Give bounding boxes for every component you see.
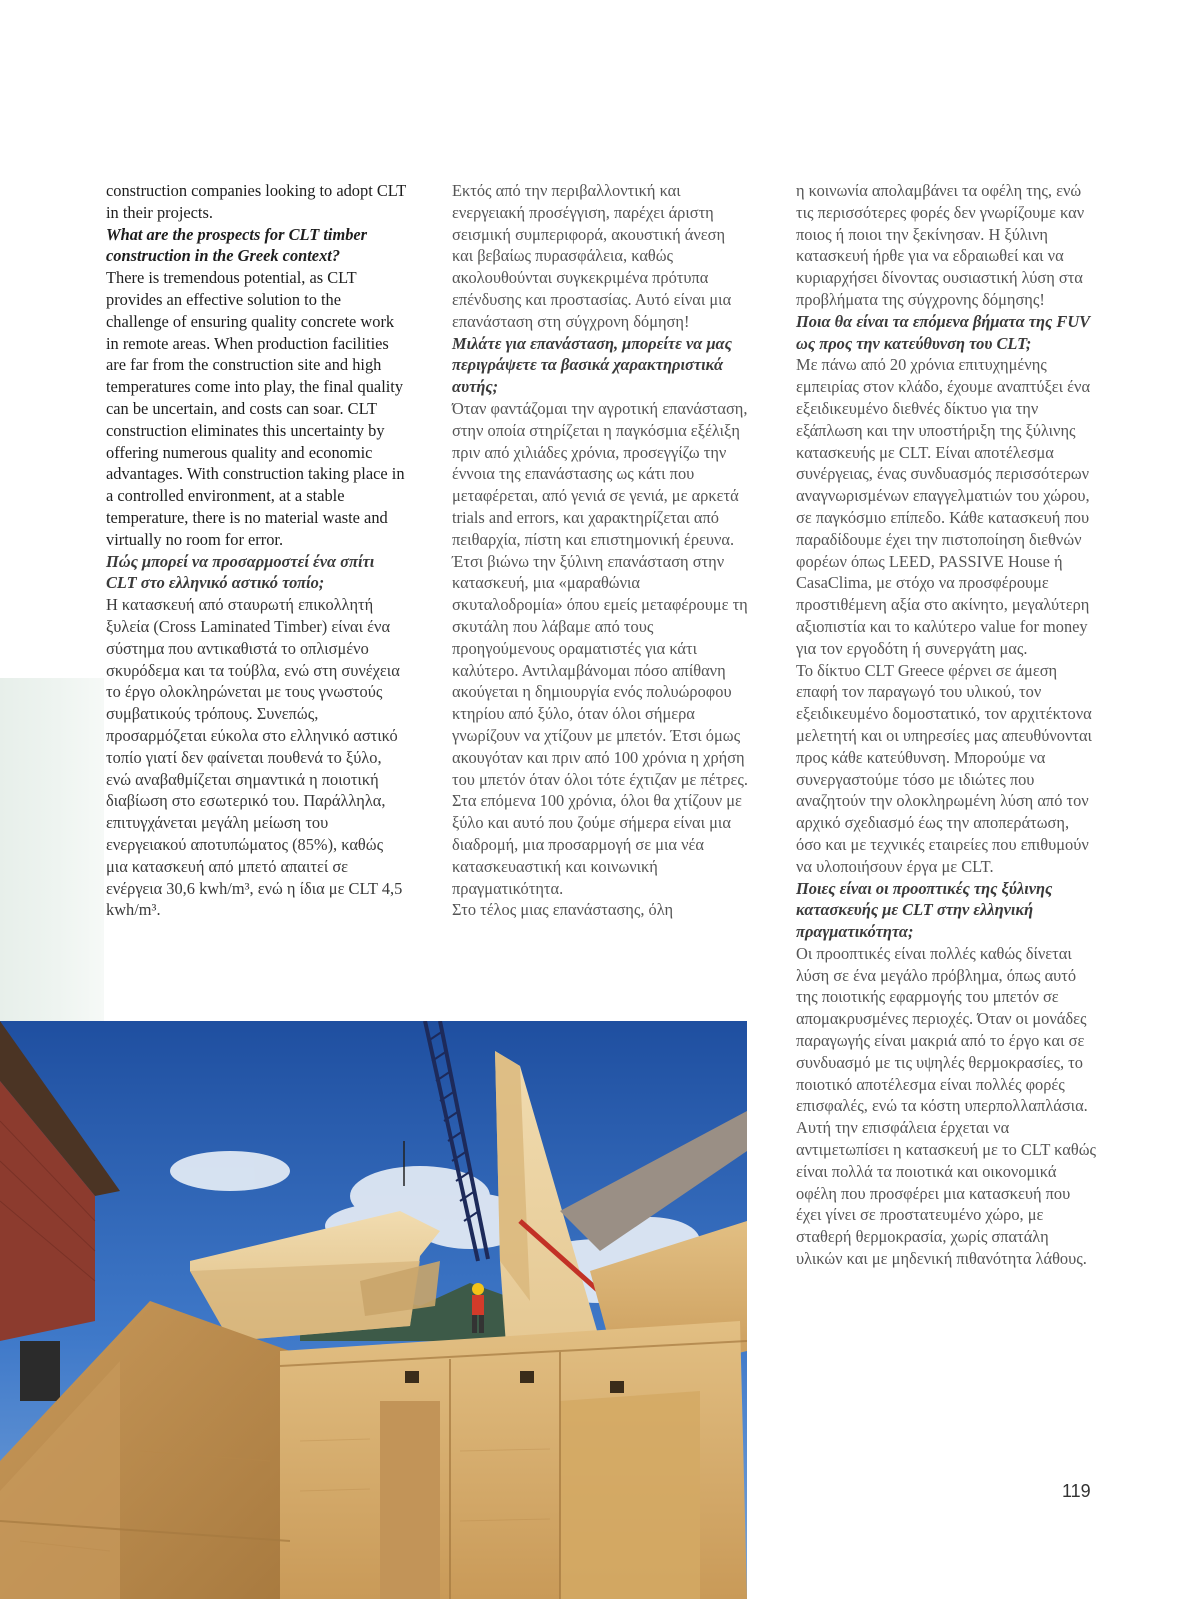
paragraph: Με πάνω από 20 χρόνια επιτυχημένης εμπειρίας στον κλάδο, έχουμε αναπτύξει ένα εξειδικευμένο διεθνές δίκτυο για την εξάπλωση και την υποστήριξη της ξύλινης κατασκευής με CLT. Είναι αποτέλεσμα συνέργειας, ένας συνδυασμός περισσότερων αναγνωρισμένων επαγγελματιών του χώρου, σε παγκόσμιο επίπεδο. Κάθε κατασκευή που παραδίδουμε έχει την πιστοποίηση διεθνών φορέων όπως LEED, PASSIVE House ή CasaClima, με στόχο να προσφέρουμε προστιθέμενη αξία στο ακίνητο, μεγαλύτερη αξιοπιστία και το καλύτερο value for money για τον εργοδότη ή συνεργάτη μας.	[796, 355, 1091, 658]
paragraph: η κοινωνία απολαμβάνει τα οφέλη της, ενώ τις περισσότερες φορές δεν γνωρίζουμε καν ποιος ή ποιοι την ξεκίνησαν. Η ξύλινη κατασκευή ήρθε για να εδραιωθεί και να κυριαρχήσει δίνοντας ουσιαστική λύση στα προβλήματα της σύγχρονης δόμησης!	[796, 181, 1085, 309]
article-column-2	[452, 180, 748, 921]
article-column-1	[106, 180, 406, 921]
decorative-side-band	[0, 678, 104, 1043]
paragraph: Οι προοπτικές είναι πολλές καθώς δίνεται λύση σε ένα μεγάλο πρόβλημα, όπως αυτό της ποιοτικής εφαρμογής του μπετόν σε απομακρυσμένες περιοχές. Όταν οι μονάδες παραγωγής είναι μακριά από το έργο και σε συνδυασμό με τις υψηλές θερμοκρασίες, το ποιοτικό αποτέλεσμα είναι πολλές φορές επισφαλές, ενώ τα κόστη υπερπολλαπλάσια.	[796, 943, 1088, 1116]
interview-question: Ποια θα είναι τα επόμενα βήματα της FUV ως προς την κατεύθυνση του CLT;	[796, 311, 1090, 353]
interview-question: Πώς μπορεί να προσαρμοστεί ένα σπίτι CLT στο ελληνικό αστικό τοπίο;	[106, 551, 375, 593]
paragraph: Η κατασκευή από σταυρωτή επικολλητή ξυλεία (Cross Laminated Timber) είναι ένα σύστημα που αντικαθιστά το οπλισμένο σκυρόδεμα και τα τούβλα, ενώ στη συνέχεια το έργο ολοκληρώνεται με τους γνωστούς συμβατικούς τρόπους. Συνεπώς, προσαρμόζεται εύκολα στο ελληνικό αστικό τοπίο γιατί δεν φαίνεται πουθενά το ξύλο, ενώ αναβαθμίζεται σημαντικά η ποιοτική διαβίωση στο εσωτερικό του. Παράλληλα, επιτυγχάνεται μεγάλη μείωση του ενεργειακού αποτυπώματος (85%), καθώς μια κατασκευή από μπετό απαιτεί σε ενέργεια 30,6 kwh/m³, ενώ η ίδια με CLT 4,5 kwh/m³.	[106, 595, 403, 920]
paragraph: Το δίκτυο CLT Greece φέρνει σε άμεση επαφή τον παραγωγό του υλικού, τον εξειδικευμένο δομοστατικό, τον αρχιτέκτονα μελετητή και οι υπηρεσίες μας απευθύνονται προς κάθε κατεύθυνση. Μπορούμε να συνεργαστούμε τόσο με ιδιώτες που αναζητούν την ολοκληρωμένη λύση από τον αρχικό σχεδιασμό έως την αποπεράτωση, όσο και με τεχνικές εταιρείες που επιθυμούν να υλοποιήσουν έργα με CLT.	[796, 660, 1092, 876]
paragraph: construction companies looking to adopt CLT in their projects.	[106, 181, 407, 222]
interview-question: Ποιες είναι οι προοπτικές της ξύλινης κατασκευής με CLT στην ελληνική πραγματικότητα;	[796, 878, 1053, 942]
paragraph: There is tremendous potential, as CLT provides an effective solution to the challenge of ensuring quality concrete work in remote areas. When production facilities are far from the construction site and high temperatures come into play, the final quality can be uncertain, and costs can soar. CLT construction eliminates this uncertainty by offering numerous quality and economic advantages. With construction taking place in a controlled environment, at a stable temperature, there is no material waste and virtually no room for error.	[106, 268, 405, 549]
page-number: 119	[1062, 1481, 1091, 1501]
interview-question: Μιλάτε για επανάσταση, μπορείτε να μας περιγράψετε τα βασικά χαρακτηριστικά αυτής;	[452, 333, 732, 397]
paragraph: Αυτή την επισφάλεια έρχεται να αντιμετωπίσει η κατασκευή με το CLT καθώς είναι πολλά τα ποιοτικά και οικονομικά οφέλη που προσφέρει μια κατασκευή που έχει γίνει σε προστατευμένο χώρο, με σταθερή θερμοκρασία, χωρίς σπατάλη υλικών και με μηδενική πιθανότητα λάθους.	[796, 1118, 1096, 1269]
paragraph: Εκτός από την περιβαλλοντική και ενεργειακή προσέγγιση, παρέχει άριστη σεισμική συμπεριφορά, ακουστική άνεση και βεβαίως πυρασφάλεια, καθώς ακολουθούνται συγκεκριμένα πρότυπα επένδυσης και προστασίας. Αυτό είναι μια επανάσταση στη σύγχρονη δόμηση!	[452, 181, 732, 331]
door-opening	[380, 1401, 440, 1599]
paragraph: Όταν φαντάζομαι την αγροτική επανάσταση, στην οποία στηρίζεται η παγκόσμια εξέλιξη πριν από χιλιάδες χρόνια, προσεγγίζω την έννοια της επανάστασης ως κάτι που μεταφέρεται, από γενιά σε γενιά, με αρκετά trials and errors, και χαρακτηρίζεται από πειθαρχία, πίστη και επιστημονική έρευνα. Έτσι βιώνω την ξύλινη επανάσταση στην κατασκευή, μια «μαραθώνια σκυταλοδρομία» όπου εμείς μεταφέρουμε τη σκυτάλη που λάβαμε από τους προηγούμενους οραματιστές για κάτι καλύτερο. Αντιλαμβάνομαι πόσο απίθανη ακούγεται η δημιουργία ενός πολυώροφου κτηρίου από ξύλο, όταν όλοι σήμερα γνωρίζουν να χτίζουν με μπετόν. Έτσι όμως ακουγόταν και πριν από 100 χρόνια η χρήση του μπετόν όταν όλοι τότε έχτιζαν με πέτρες. Στα επόμενα 100 χρόνια, όλοι θα χτίζουν με ξύλο και αυτό που ζούμε σήμερα είναι μια διαδρομή, μια προσαρμογή σε μια νέα κατασκευαστική και κοινωνική πραγματικότητα.	[452, 398, 748, 898]
construction-photo	[0, 1021, 747, 1599]
interview-question: What are the prospects for CLT timber construction in the Greek context?	[106, 224, 368, 266]
paragraph: Στο τέλος μιας επανάστασης, όλη	[452, 900, 674, 920]
window	[20, 1341, 60, 1401]
article-column-3	[796, 180, 1096, 1270]
